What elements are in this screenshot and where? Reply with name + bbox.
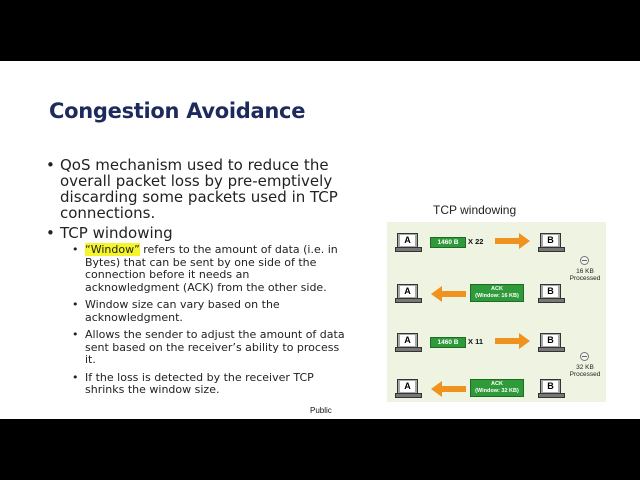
- arrow-right-icon: [495, 233, 531, 249]
- host-a-label: A: [400, 286, 415, 297]
- host-b-computer-icon: [540, 284, 561, 301]
- host-a-label: A: [400, 335, 415, 346]
- host-a-label: A: [400, 235, 415, 246]
- sub-bullet-sender-adjust: • Allows the sender to adjust the amount of data sent based on the receiver’s ability to process it.: [46, 329, 346, 367]
- clock-icon: [580, 352, 589, 361]
- diagram-title: TCP windowing: [433, 203, 517, 217]
- packet-multiplier: X 22: [468, 237, 484, 246]
- classification-label: Public: [310, 406, 332, 415]
- host-b-label: B: [543, 335, 558, 346]
- slide-title: Congestion Avoidance: [49, 99, 306, 123]
- ack-box: [470, 379, 524, 397]
- clock-icon: [580, 256, 589, 265]
- window-highlight: “Window”: [85, 243, 140, 256]
- processed-label: 32 KB Processed: [569, 364, 601, 378]
- arrow-left-icon: [431, 286, 467, 302]
- host-a-computer-icon: [397, 284, 418, 301]
- ack-window-label: (Window: 32 KB): [475, 388, 519, 394]
- host-b-label: B: [543, 286, 558, 297]
- host-a-computer-icon: [397, 333, 418, 350]
- packet-label: 1460 B: [430, 237, 466, 248]
- ack-label: ACK: [491, 381, 503, 387]
- host-b-computer-icon: [540, 233, 561, 250]
- bullet-list: [46, 157, 346, 402]
- sub-bullet-loss: • If the loss is detected by the receiver TCP shrinks the window size.: [46, 372, 346, 397]
- bullet-tcp-windowing: • TCP windowing: [46, 225, 346, 241]
- packet-multiplier: X 11: [468, 337, 484, 346]
- arrow-left-icon: [431, 381, 467, 397]
- ack-box: [470, 284, 524, 302]
- bullet-qos: • QoS mechanism used to reduce the overall packet loss by pre-emptively discarding some packets used in TCP connections.: [46, 157, 346, 221]
- slide: [0, 61, 640, 419]
- arrow-right-icon: [495, 333, 531, 349]
- host-a-computer-icon: [397, 379, 418, 396]
- ack-label: ACK: [491, 286, 503, 292]
- processed-label: 16 KB Processed: [569, 268, 601, 282]
- ack-window-label: (Window: 16 KB): [475, 293, 519, 299]
- packet-label: 1460 B: [430, 337, 466, 348]
- window-definition: refers to the amount of data (i.e. in Bytes) that can be sent by one side of the connection before it needs an acknowledgment (ACK) from the other side.: [85, 243, 338, 294]
- host-b-label: B: [543, 235, 558, 246]
- host-b-label: B: [543, 381, 558, 392]
- sub-bullet-window-size: • Window size can vary based on the acknowledgment.: [46, 299, 346, 324]
- sub-bullet-window: [46, 244, 346, 294]
- tcp-windowing-diagram: [387, 222, 606, 402]
- host-a-computer-icon: [397, 233, 418, 250]
- host-b-computer-icon: [540, 333, 561, 350]
- host-a-label: A: [400, 381, 415, 392]
- host-b-computer-icon: [540, 379, 561, 396]
